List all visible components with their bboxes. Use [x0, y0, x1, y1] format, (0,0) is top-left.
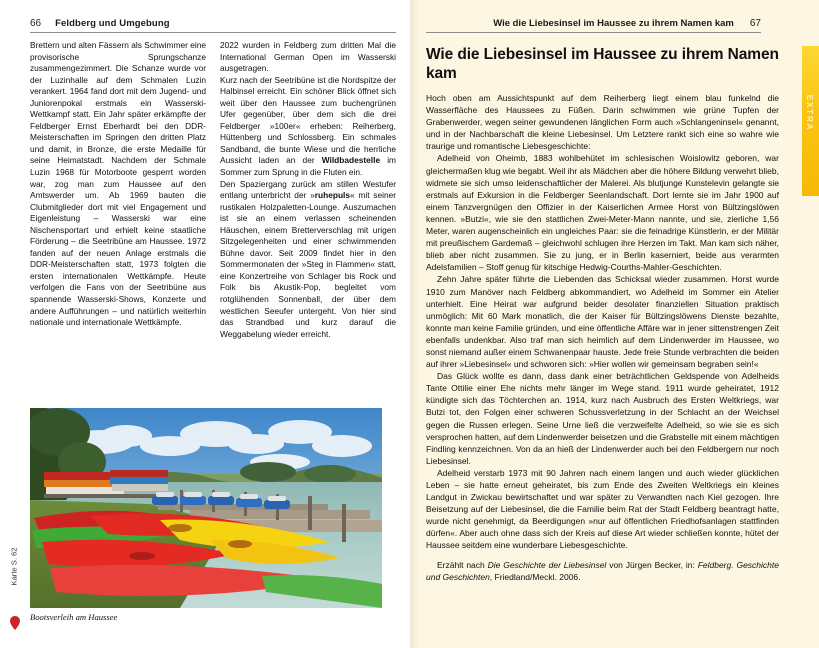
paragraph-col1: Brettern und alten Fässern als Schwimmer eine provisorische Sprungschanze zusammengezimmert. Die Schanze wurde vor der Luzinhalle auf dem Schmalen Luzin verankert. 1964 fand dort mit dem Jugend- und Juniorenpokal erstmals ein Wasserski-Wettkampf statt. Ein Jahr später erkämpfte der Feldberger Ernst Eberhardt bei den DDR-Meisterschaften im Springen den dritten Platz und damit, in Bronze, die erste Medaille für seine Heimatstadt. Nachdem der Schmale Luzin 1968 für Motorboote gesperrt worden war, zog man zum Haussee auf den Amtswerder um. Ab 1969 bauten die Clubmitglieder dort mit viel Engagement und Eigenleistung – Wasserski war eine Nischensportart und erhielt keine staatliche Förderung – die Seetribüne am Haussee. 1972 fanden auf der neuen Anlage erstmals die DDR-Meisterschaften statt, 1973 folgten die ersten internationalen Wettkämpfe. Heute verfolgen die Fans von der Seetribüne aus spannende Wasserski-Shows, Konzerte und andere Aufführungen – und natürlich weiterhin nationale und internationale Wettkämpfe.	[30, 40, 206, 328]
left-running-head-title: Feldberg und Umgebung	[55, 18, 170, 29]
left-page-number: 66	[30, 18, 42, 29]
paragraph-3: Zehn Jahre später führte die Liebenden das Schicksal wieder zusammen. Horst wurde 1910 zum Manöver nach Feldberg abkommandiert, wo Adelheid im Sommer ein Atelier unterhielt. Eine Heirat war aufgrund beider desolater finanziellen Situation praktisch unmöglich: Mit 60 Mark monatlich, die der Kaiser für Bültzingslöwens Dienste bezahlte, konnte man keine Familie gründen, und eine öffentliche Affäre war in jener sittenstrengen Zeit ebenfalls undenkbar. Also traf man sich heimlich auf dem Lindenwerder im Haussee, wo sonst niemand außer einem Schwanenpaar hauste. Jede freie Stunde verbrachten die beiden auf ihrer »Liebesinsel« und schworen sich: »Hier wollen wir gemeinsam begraben sein!«	[426, 274, 779, 370]
right-page-number: 67	[749, 18, 761, 29]
wildbadestelle-text-a: Kurz nach der Seetribüne ist die Nordspitze der Halbinsel erreicht. Ein schöner Blick öffnet sich weit über den Haussee zum buchengrünen Ufer gegenüber, über dem sich die drei Feldberger »100er« erheben: Reiherberg, Hüttenberg und Schlossberg. Ein schmales Sandband, die bunte Wiese und die herrliche Aussicht laden an der	[220, 74, 396, 166]
extra-thumb-tab	[802, 46, 819, 196]
source-suffix: , Friedland/Meckl. 2006.	[489, 571, 581, 582]
extra-tab-label: EXTRA	[805, 94, 815, 132]
paragraph-col2-intro: 2022 wurden in Feldberg zum dritten Mal die International German Open im Wasserski ausgetragen.	[220, 40, 396, 74]
map-reference-label: Karte S. 62	[9, 547, 19, 586]
paragraph-ruhepuls	[220, 179, 396, 341]
page-title: Wie die Liebesinsel im Haussee zu ihrem Namen kam	[426, 46, 779, 82]
right-header-rule	[426, 32, 761, 33]
extra-body-text	[426, 92, 779, 583]
source-mid: von Jürgen Becker, in:	[606, 559, 698, 570]
source-prefix: Erzählt nach	[437, 559, 488, 570]
right-running-head	[426, 18, 779, 32]
photo-illustration	[30, 408, 382, 608]
paragraph-4: Das Glück wollte es dann, dass dank einer beträchtlichen Geldspende von Adelheids Tante Ottilie einer Ehe nichts mehr länger im Wege stand. 1911 wurde geheiratet, 1912 kündigte sich das Töchterchen an. 1914, kurz nach Ausbruch des Ersten Weltkriegs, war Butzi tot, den Folgen einer schweren Schussverletzung in der Schlacht an der Weichsel gegen die Russen erlegen. Seine Urne ließ die verzweifelte Adelheid, so wie sie es sich versprochen hatten, auf dem Lindenwerder beisetzen und die Grabstelle mit einem mächtigen Findling kennzeichnen. Von da an hieß der Lindenwerder auch bei den Feldbergern nur noch Liebesinsel.	[426, 371, 779, 466]
left-running-head	[30, 18, 396, 32]
wildbadestelle-highlight: Wildbadestelle	[321, 155, 381, 166]
figure-caption: Bootsverleih am Haussee	[30, 612, 118, 622]
ruhepuls-text-a: Den Spaziergang zurück am stillen Westufer entlang unterbricht der »	[220, 178, 396, 201]
ruhepuls-highlight: ruhepuls	[314, 190, 350, 201]
map-reference-marker	[6, 548, 20, 634]
right-running-head-title: Wie die Liebesinsel im Haussee zu ihrem Namen kam	[493, 18, 734, 29]
source-title: Die Geschichte der Liebesinsel	[487, 559, 607, 570]
source-note	[426, 559, 779, 583]
paragraph-wildbadestelle	[220, 75, 396, 179]
ruhepuls-text-b: « mit seiner rustikalen Holzpaletten-Lounge. Auszumachen ist sie an einem verlassen scheinenden Häuschen, einem Bretterverschlag mit urigen Sitzgelegenheiten und einer schwimmenden Bühne davor. Seit 2009 findet hier in den Sommermonaten der »Steg in Flammen« statt, eine Konzertreihe von Schlager bis Rock und Folk bis Akustik-Pop, begleitet vom rotglühenden Sonnenball, der über dem westlichen Seeufer untergeht. Von hier sind das Strandbad und kurz darauf die Weggabelung wieder erreicht.	[220, 190, 396, 339]
left-text-columns	[30, 40, 396, 340]
left-header-rule	[30, 32, 396, 33]
paragraph-1: Hoch oben am Aussichtspunkt auf dem Reiherberg liegt einem blau funkelnd die Wasserfläche des Haussees zu Füßen. Darin schwimmen wie grüne Tupfen der Grabenwerder, wegen seiner gewundenen länglichen Form auch »Schlangeninsel« genannt, und in der Nachbarschaft die kleine Liebesinsel. Um Letztere rankt sich eine so wahre wie traurige und romantische Liebesgeschichte:	[426, 93, 779, 152]
paragraph-2: Adelheid von Oheimb, 1883 wohlbehütet im schlesischen Woislowitz geboren, war gleichermaßen klug wie begabt. Weil ihr als Mädchen aber die höhere Bildung verwehrt blieb, widmete sie sich umso leidenschaftlicher der Malerei. Als blutjunge Kunstelevin gelangte sie erstmals auf Exkursion in die Feldberger Seenlandschaft. Dort lernte sie im Jahr 1900 auf einem Tanzvergnügen den Offizier in der Kaiserlichen Armee Horst von Bültzingslöwen kennen. »Butzi«, wie sie den stattlichen Zwei-Meter-Mann nannte, und sie, zierliche 1,56 Meter, waren augenscheinlich ein ungleiches Paar: sie die feinadrige Künstlerin, er der Militär mit preußischem Gardemaß – gleichwohl schlugen ihre Herzen im Takt. Man kam sich näher, blieb aber nicht zusammen. Sie zu jung, er in Berlin kaserniert, beide aus verarmten Adelsfamilien – Stoff genug für kitschige Hedwig-Courths-Mahler-Geschichten.	[426, 153, 779, 273]
paragraph-5: Adelheid verstarb 1973 mit 90 Jahren nach einem langen und auch wieder glücklichen Leben – sie hatte erneut geheiratet, bis zum Ende des Zweiten Weltkriegs ein kleines Landgut in Zwickau bewirtschaftet und war später zu Verwandten nach Kiel gezogen. Ihre Beisetzung auf der Liebesinsel, die die Familie beim Rat der Stadt Feldberg beantragt hatte, wurde nicht genehmigt, da Beerdigungen »nur auf öffentlichen Friedhofsanlagen stattfinden dürfen«. Aber auch ohne dass sich der Kreis auf diese Art wieder schließen konnte, hütet der Haussee seitdem eine wunderbare Liebesgeschichte.	[426, 467, 779, 551]
right-page-extra	[410, 0, 819, 648]
wildbadestelle-text-b: im Sommer zum Sprung in die Fluten ein.	[220, 155, 397, 178]
photo-bootsverleih	[30, 408, 382, 608]
source-book: Feldberg. Geschichte und Geschichten	[426, 559, 779, 582]
